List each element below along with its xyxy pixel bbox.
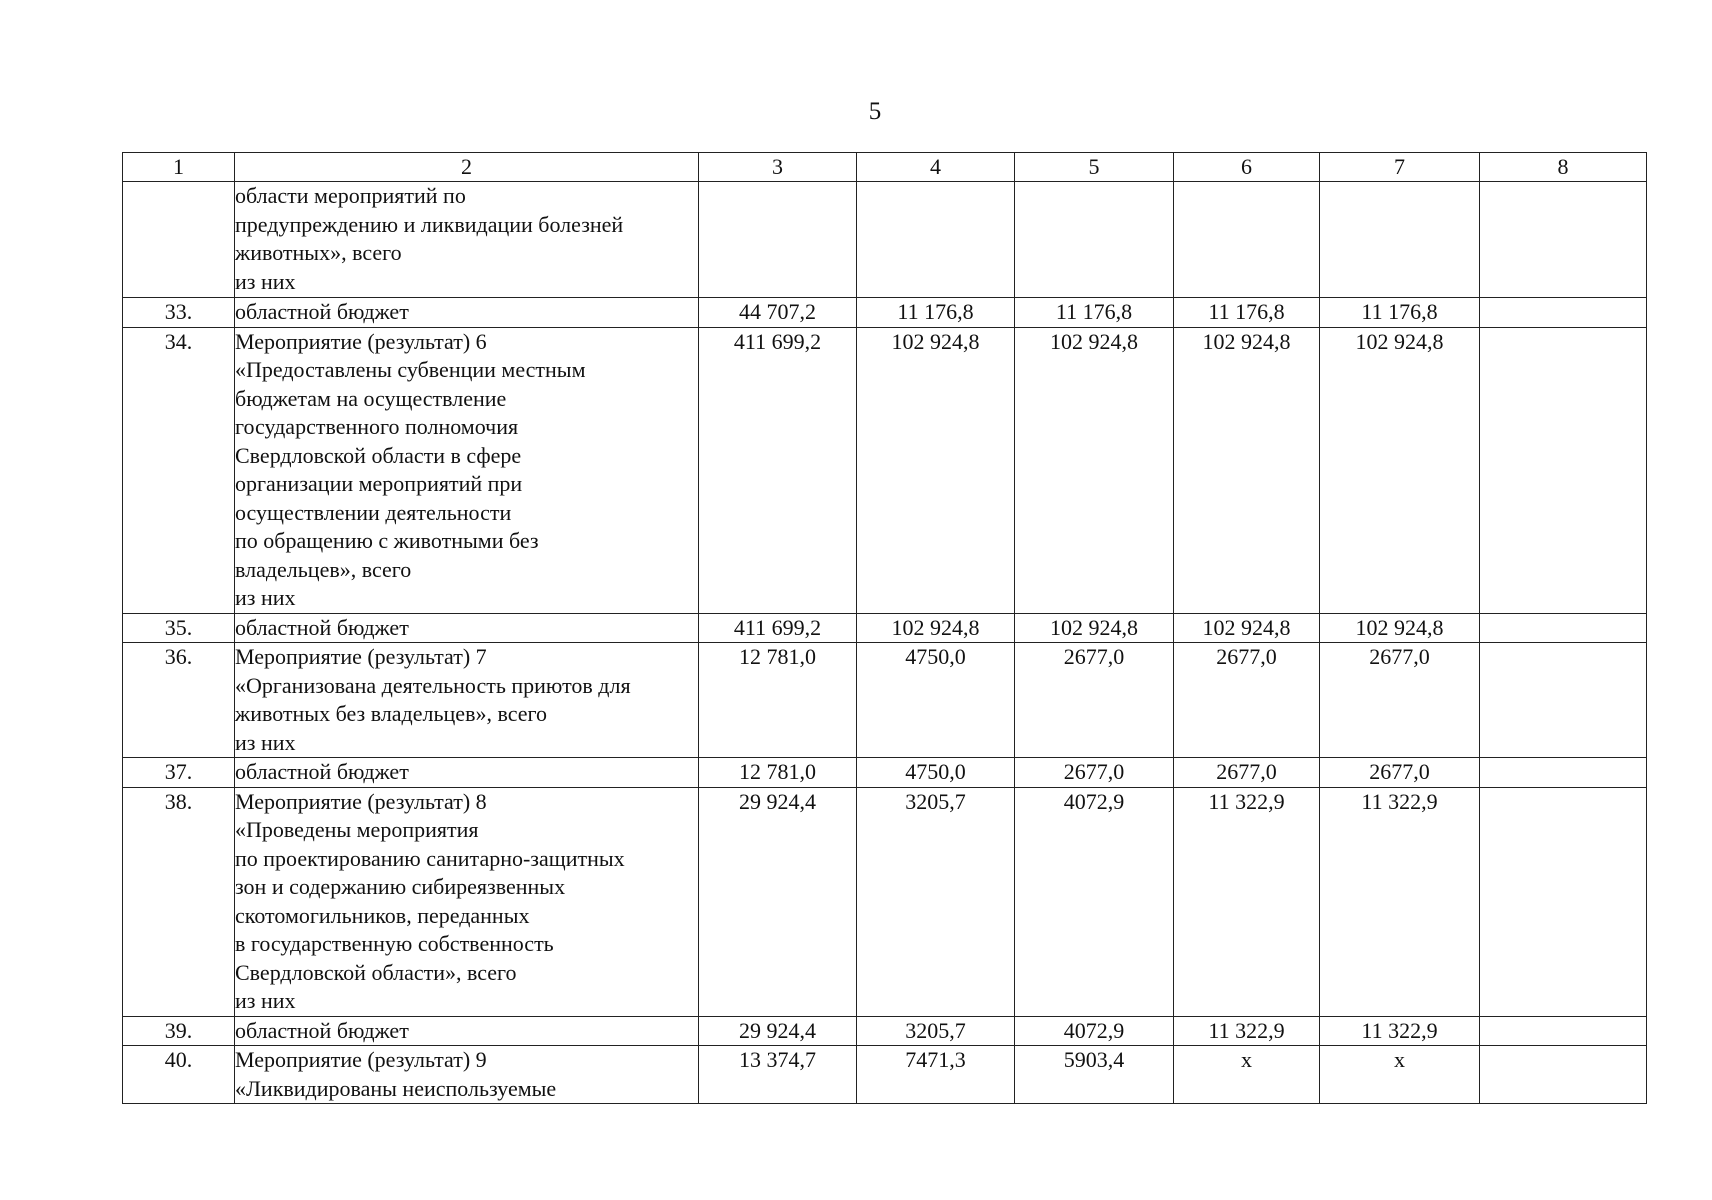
value-cell: 11 176,8 [1015,298,1174,328]
value-cell: 11 176,8 [1174,298,1320,328]
table-row [123,1046,1647,1104]
value-cell: 7471,3 [857,1046,1015,1104]
row-number: 33. [123,298,235,328]
table-row [123,327,1647,613]
value-cell: 11 176,8 [1320,298,1480,328]
column-header: 2 [235,153,699,182]
value-cell: 102 924,8 [1320,327,1480,613]
value-cell: 102 924,8 [1174,327,1320,613]
column-header: 4 [857,153,1015,182]
row-description: областной бюджет [235,1016,699,1046]
row-description: области мероприятий по предупреждению и ликвидации болезней животных», всего из них [235,182,699,298]
value-cell [1480,1016,1647,1046]
value-cell: 2677,0 [1015,643,1174,758]
value-cell [699,182,857,298]
value-cell: 2677,0 [1320,643,1480,758]
value-cell: 102 924,8 [1320,613,1480,643]
row-number: 34. [123,327,235,613]
value-cell: 4750,0 [857,643,1015,758]
value-cell: 29 924,4 [699,787,857,1016]
value-cell [1480,1046,1647,1104]
row-description: Мероприятие (результат) 9 «Ликвидированы неиспользуемые [235,1046,699,1104]
column-header: 5 [1015,153,1174,182]
value-cell: 12 781,0 [699,758,857,788]
value-cell: 13 374,7 [699,1046,857,1104]
value-cell: 2677,0 [1174,758,1320,788]
value-cell: 102 924,8 [1015,613,1174,643]
value-cell [1480,787,1647,1016]
column-header: 1 [123,153,235,182]
row-number: 37. [123,758,235,788]
value-cell: 2677,0 [1174,643,1320,758]
value-cell: 3205,7 [857,1016,1015,1046]
row-number: 35. [123,613,235,643]
row-number [123,182,235,298]
row-number: 36. [123,643,235,758]
value-cell: 11 322,9 [1320,1016,1480,1046]
value-cell: 29 924,4 [699,1016,857,1046]
value-cell: 2677,0 [1320,758,1480,788]
value-cell: 11 176,8 [857,298,1015,328]
value-cell: x [1174,1046,1320,1104]
budget-table [122,152,1647,1104]
row-number: 39. [123,1016,235,1046]
value-cell [857,182,1015,298]
row-number: 38. [123,787,235,1016]
column-header: 3 [699,153,857,182]
value-cell [1480,298,1647,328]
value-cell: 4750,0 [857,758,1015,788]
value-cell: 411 699,2 [699,613,857,643]
column-header: 6 [1174,153,1320,182]
table-row [123,787,1647,1016]
value-cell: 102 924,8 [1174,613,1320,643]
table-row [123,182,1647,298]
value-cell: 5903,4 [1015,1046,1174,1104]
value-cell: 11 322,9 [1320,787,1480,1016]
header-row [123,153,1647,182]
value-cell [1320,182,1480,298]
value-cell: 2677,0 [1015,758,1174,788]
value-cell [1480,643,1647,758]
row-number: 40. [123,1046,235,1104]
value-cell [1480,613,1647,643]
value-cell: x [1320,1046,1480,1104]
value-cell [1480,758,1647,788]
table-row [123,1016,1647,1046]
value-cell: 3205,7 [857,787,1015,1016]
table-row [123,643,1647,758]
table-row [123,613,1647,643]
value-cell: 102 924,8 [857,327,1015,613]
value-cell: 11 322,9 [1174,787,1320,1016]
value-cell: 102 924,8 [1015,327,1174,613]
value-cell [1480,182,1647,298]
column-header: 8 [1480,153,1647,182]
value-cell: 4072,9 [1015,787,1174,1016]
row-description: Мероприятие (результат) 7 «Организована деятельность приютов для животных без владельцев», всего из них [235,643,699,758]
page-number: 5 [868,98,882,125]
row-description: областной бюджет [235,298,699,328]
value-cell: 102 924,8 [857,613,1015,643]
row-description: Мероприятие (результат) 6 «Предоставлены субвенции местным бюджетам на осуществление государственного полномочия Свердловской области в сфере организации мероприятий при осуществлении деятельности по обращению с животными без владельцев», всего из них [235,327,699,613]
value-cell: 11 322,9 [1174,1016,1320,1046]
table-row [123,298,1647,328]
row-description: Мероприятие (результат) 8 «Проведены мероприятия по проектированию санитарно-защитных зон и содержанию сибиреязвенных скотомогильников, переданных в государственную собственность Свердловской области», всего из них [235,787,699,1016]
column-header: 7 [1320,153,1480,182]
value-cell: 44 707,2 [699,298,857,328]
value-cell [1015,182,1174,298]
value-cell: 411 699,2 [699,327,857,613]
value-cell [1174,182,1320,298]
row-description: областной бюджет [235,758,699,788]
row-description: областной бюджет [235,613,699,643]
value-cell: 12 781,0 [699,643,857,758]
table-row [123,758,1647,788]
value-cell: 4072,9 [1015,1016,1174,1046]
value-cell [1480,327,1647,613]
